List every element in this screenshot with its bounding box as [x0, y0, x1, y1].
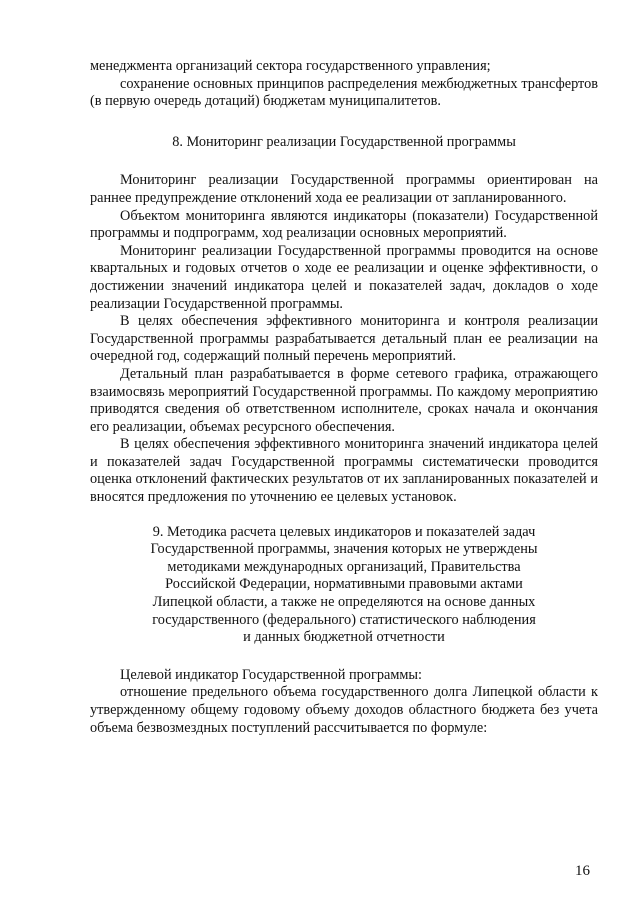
- page-number: 16: [575, 863, 590, 879]
- body-paragraph: сохранение основных принципов распределения межбюджетных трансфертов (в первую очередь дотаций) бюджетам муниципалитетов.: [90, 75, 598, 110]
- heading-line: методиками международных организаций, Правительства: [167, 558, 521, 575]
- heading-line: 9. Методика расчета целевых индикаторов и показателей задач: [152, 523, 536, 540]
- body-paragraph: В целях обеспечения эффективного мониторинга и контроля реализации Государственной программы разрабатывается детальный план ее реализации на очередной год, содержащий полный перечень мероприятий.: [90, 313, 598, 365]
- heading-line: Липецкой области, а также не определяются на основе данных: [152, 594, 536, 611]
- section-8-heading: 8. Мониторинг реализации Государственной программы: [172, 133, 516, 150]
- body-paragraph: В целях обеспечения эффективного мониторинга значений индикатора целей и показателей задач Государственной программы систематически проводится оценка отклонений фактических результатов от их запланированных показателей и вносятся предложения по уточнению ее целевых установок.: [90, 436, 598, 506]
- heading-line: государственного (федерального) статистического наблюдения: [152, 611, 536, 628]
- heading-line: и данных бюджетной отчетности: [243, 629, 445, 646]
- body-paragraph: Мониторинг реализации Государственной программы проводится на основе квартальных и годовых отчетов о ходе ее реализации и оценке эффективности, о достижении значений индикатора целей и показателей задач, докладов о ходе реализации Государственной программы.: [90, 242, 598, 312]
- section-9-heading: [90, 524, 598, 647]
- body-paragraph: Объектом мониторинга являются индикаторы (показатели) Государственной программы и подпрограмм, ход реализации основных мероприятий.: [90, 207, 598, 242]
- body-paragraph: Мониторинг реализации Государственной программы ориентирован на раннее предупреждение отклонений хода ее реализации от запланированного.: [90, 172, 598, 206]
- document-page: [90, 58, 598, 737]
- body-paragraph: Целевой индикатор Государственной программы:: [120, 666, 422, 683]
- body-paragraph: отношение предельного объема государственного долга Липецкой области к утвержденному общему годовому объему доходов областного бюджета без учета объема безвозмездных поступлений рассчитывается по формуле:: [90, 684, 598, 736]
- heading-line: Российской Федерации, нормативными правовыми актами: [165, 576, 523, 593]
- heading-line: Государственной программы, значения которых не утверждены: [150, 541, 538, 558]
- body-paragraph: Детальный план разрабатывается в форме сетевого графика, отражающего взаимосвязь мероприятий Государственной программы. По каждому мероприятию приводятся сведения об ответственном исполнителе, сроках начала и окончания его реализации, объемах ресурсного обеспечения.: [90, 365, 598, 435]
- body-paragraph: менеджмента организаций сектора государственного управления;: [90, 58, 491, 74]
